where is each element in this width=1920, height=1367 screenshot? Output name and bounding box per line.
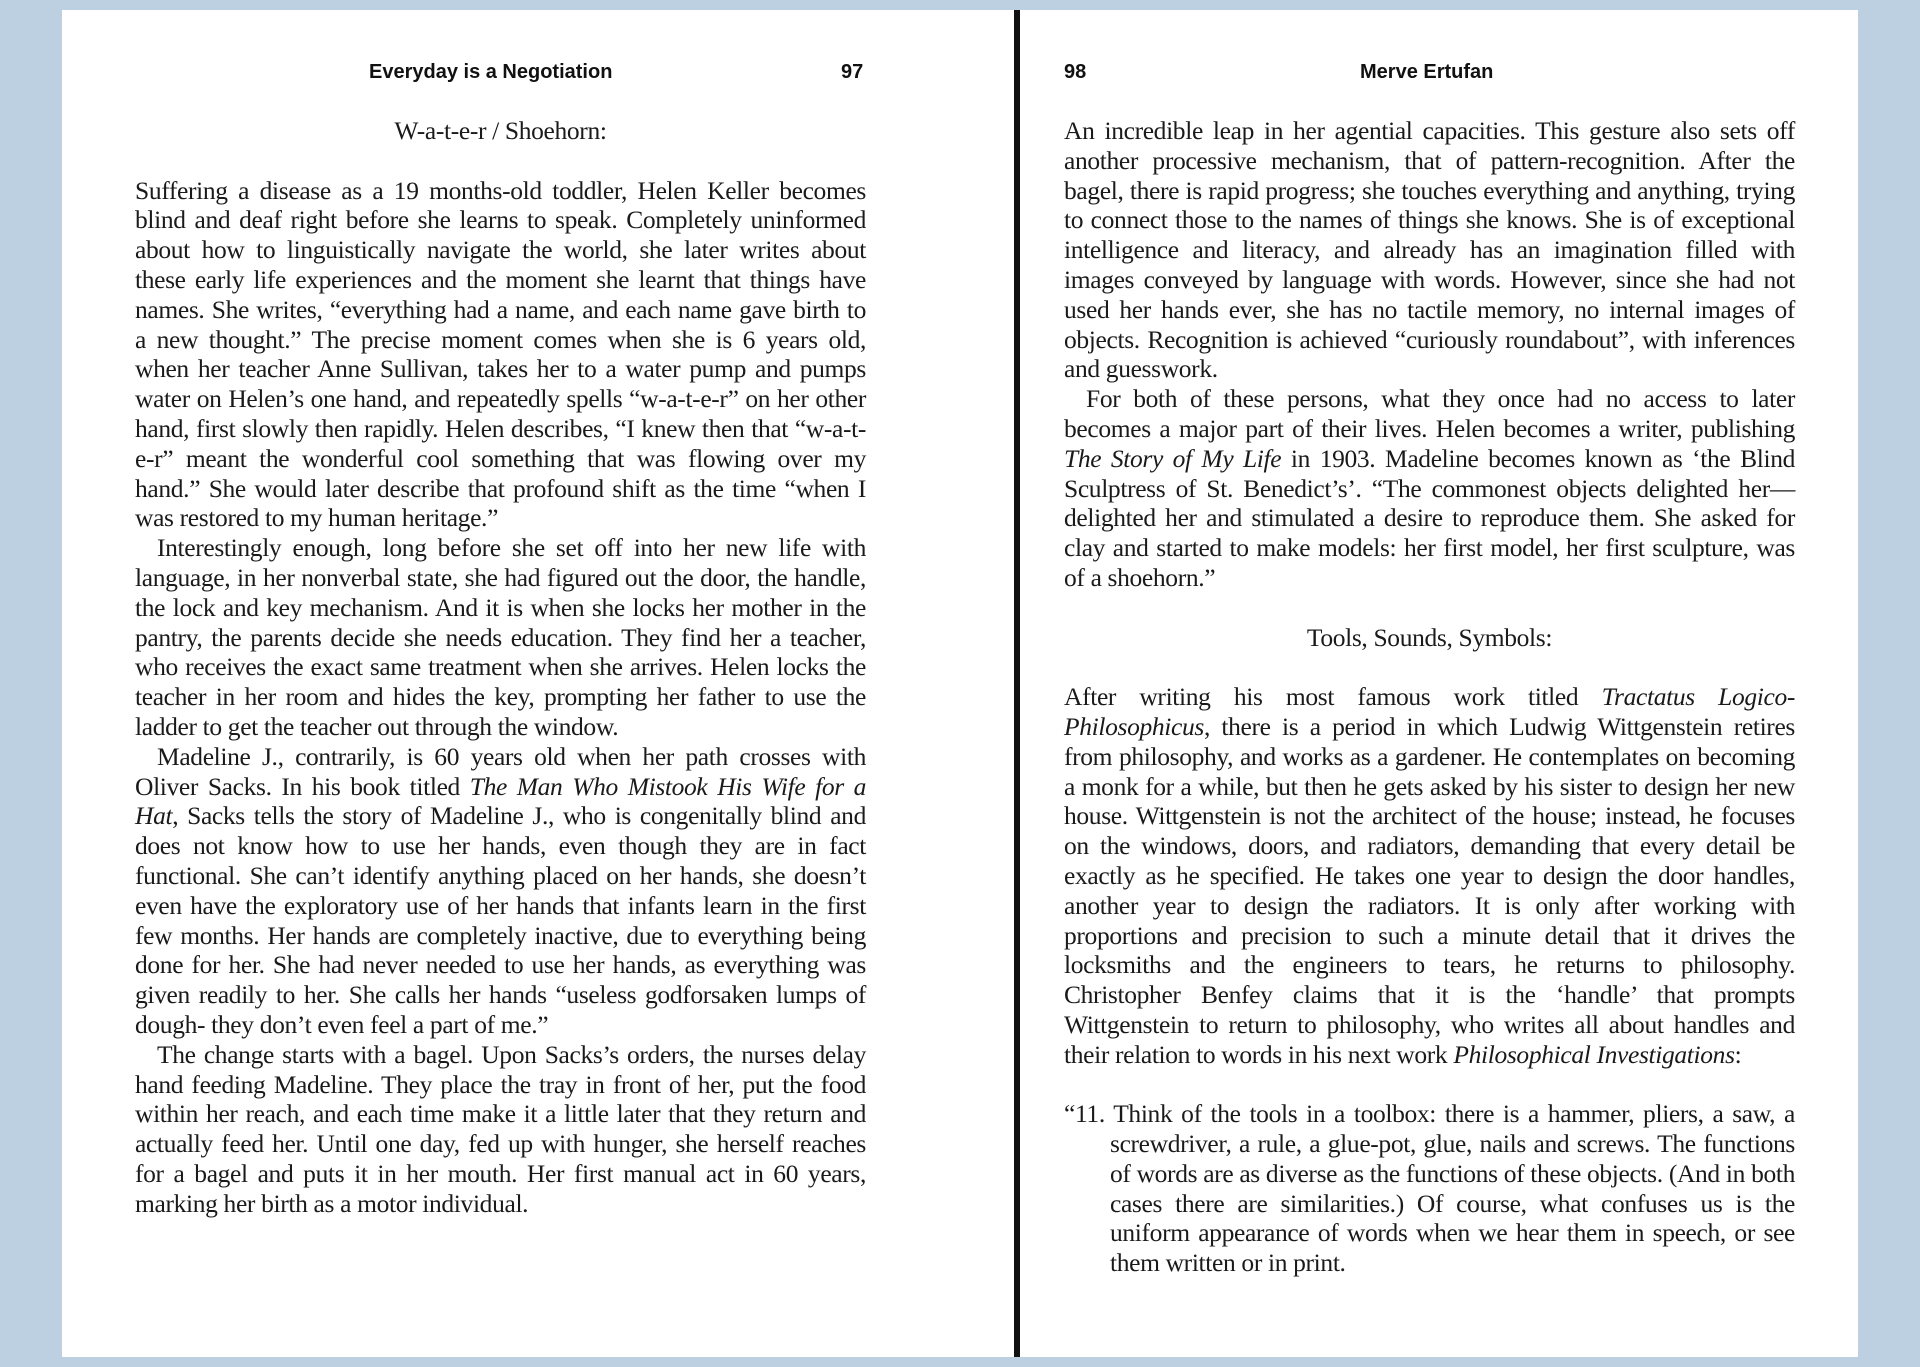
running-author: Merve Ertufan	[1360, 61, 1494, 83]
book-title-italic: The Man Who Mistook His Wife for a Hat	[135, 771, 866, 831]
block-quote-11: “11. Think of the tools in a toolbox: there is a hammer, pliers, a saw, a screwdriver, a rule, a glue-pot, glue, nails and screws. The functions of words are as diverse as the functions of these objects. (And in both cases there are similarities.) Of course, what confuses us is the uniform appearance of words when we hear them in speech, or see them written or in print.	[1064, 1099, 1795, 1278]
page-gutter	[1014, 10, 1020, 1357]
section-heading-water-shoehorn: W-a-t-e-r / Shoehorn:	[394, 116, 607, 145]
left-page	[135, 10, 866, 1357]
left-body-text	[135, 116, 866, 1218]
text-run: Madeline J., contrarily, is 60 years old when her path crosses with Oliver Sacks. In his book titled	[135, 741, 866, 801]
paragraph-agential-leap: An incredible leap in her agential capacities. This gesture also sets off another processive mechanism, that of pattern-recognition. After the bagel, there is rapid progress; she touches everything and anything, trying to connect those to the names of things she knows. She is of exceptional intelligence and literacy, and already has an imagination filled with images conveyed by language with words. However, since she had not used her hands ever, she has no tactile memory, no internal images of objects. Recognition is achieved “curiously roundabout”, with inferences and guesswork.	[1064, 116, 1795, 384]
book-title-italic: Philosophical Investigations	[1453, 1039, 1735, 1069]
right-page-number: 98	[1064, 61, 1087, 83]
right-body-text	[1064, 116, 1795, 1278]
text-run: , Sacks tells the story of Madeline J., who is congenitally blind and does not know how to use her hands, even though they are in fact functional. She can’t identify anything placed on her hands, she doesn’t even have the exploratory use of her hands that infants learn in the first few months. Her hands are completely inactive, due to everything being done for her. She had never needed to use her hands, as everything was given readily to her. She calls her hands “useless godforsaken lumps of dough- they don’t even feel a part of me.”	[135, 801, 866, 1039]
paragraph-helen-keller: Suffering a disease as a 19 months-old toddler, Helen Keller becomes blind and deaf right before she learns to speak. Completely uninformed about how to linguistically navigate the world, she later writes about these early life experiences and the moment she learnt that things have names. She writes, “everything had a name, and each name gave birth to a new thought.” The precise moment comes when she is 6 years old, when her teacher Anne Sullivan, takes her to a water pump and pumps water on Helen’s one hand, and repeatedly spells “w-a-t-e-r” on her other hand, first slowly then rapidly. Helen describes, “I knew then that “w-a-t-e-r” meant the wonderful cool something that was flowing over my hand.” She would later describe that profound shift as the time “when I was restored to my human heritage.”	[135, 175, 866, 533]
book-spread	[62, 10, 1858, 1357]
book-title-italic: Tractatus Logico-Philosophicus	[1064, 682, 1795, 741]
text-run: :	[1734, 1039, 1742, 1069]
running-title: Everyday is a Negotiation	[369, 61, 613, 83]
section-heading-tools-sounds-symbols: Tools, Sounds, Symbols:	[1306, 622, 1553, 652]
text-run: After writing his most famous work titled	[1064, 682, 1602, 712]
text-run: in 1903. Madeline becomes known as ‘the Blind Sculptress of St. Benedict’s’. “The commonest objects delighted her—delighted her and stimulated a desire to reproduce them. She asked for clay and started to make models: her first model, her first sculpture, was of a shoehorn.”	[1064, 443, 1796, 592]
text-run: , there is a period in which Ludwig Wittgenstein retires from philosophy, and works as a gardener. He contemplates on becoming a monk for a while, but then he gets asked by his sister to design her new house. Wittgenstein is not the architect of the house; instead, he focuses on the windows, doors, and radiators, demanding that every detail be exactly as he specified. He takes one year to design the door handles, another year to design the radiators. It is only after working with proportions and precision to such a minute detail that it drives the locksmiths and the engineers to tears, he returns to philosophy. Christopher Benfey claims that it is the ‘handle’ that prompts Wittgenstein to return to philosophy, who writes all about handles and their relation to words in his next work	[1064, 711, 1795, 1069]
right-page	[1064, 10, 1795, 1357]
right-running-header	[1064, 61, 1795, 91]
paragraph-wittgenstein	[1064, 682, 1795, 1069]
left-page-number: 97	[841, 61, 864, 83]
paragraph-madeline	[135, 742, 866, 1040]
paragraph-locks: Interestingly enough, long before she set off into her new life with language, in her nonverbal state, she had figured out the door, the handle, the lock and key mechanism. And it is when she locks her mother in the pantry, the parents decide she needs education. They find her a teacher, who receives the exact same treatment when she arrives. Helen locks the teacher in her room and hides the key, prompting her father to use the ladder to get the teacher out through the window.	[135, 533, 866, 741]
left-running-header	[135, 61, 866, 91]
text-run: For both of these persons, what they once had no access to later becomes a major part of their lives. Helen becomes a writer, publishing	[1064, 384, 1795, 443]
paragraph-bagel: The change starts with a bagel. Upon Sacks’s orders, the nurses delay hand feeding Madeline. They place the tray in front of her, put the food within her reach, and each time make it a little later that they return and actually feed her. Until one day, fed up with hunger, she herself reaches for a bagel and puts it in her mouth. Her first manual act in 60 years, marking her birth as a motor individual.	[135, 1039, 866, 1218]
book-title-italic: The Story of My Life	[1064, 443, 1282, 473]
paragraph-both-persons	[1064, 384, 1795, 593]
